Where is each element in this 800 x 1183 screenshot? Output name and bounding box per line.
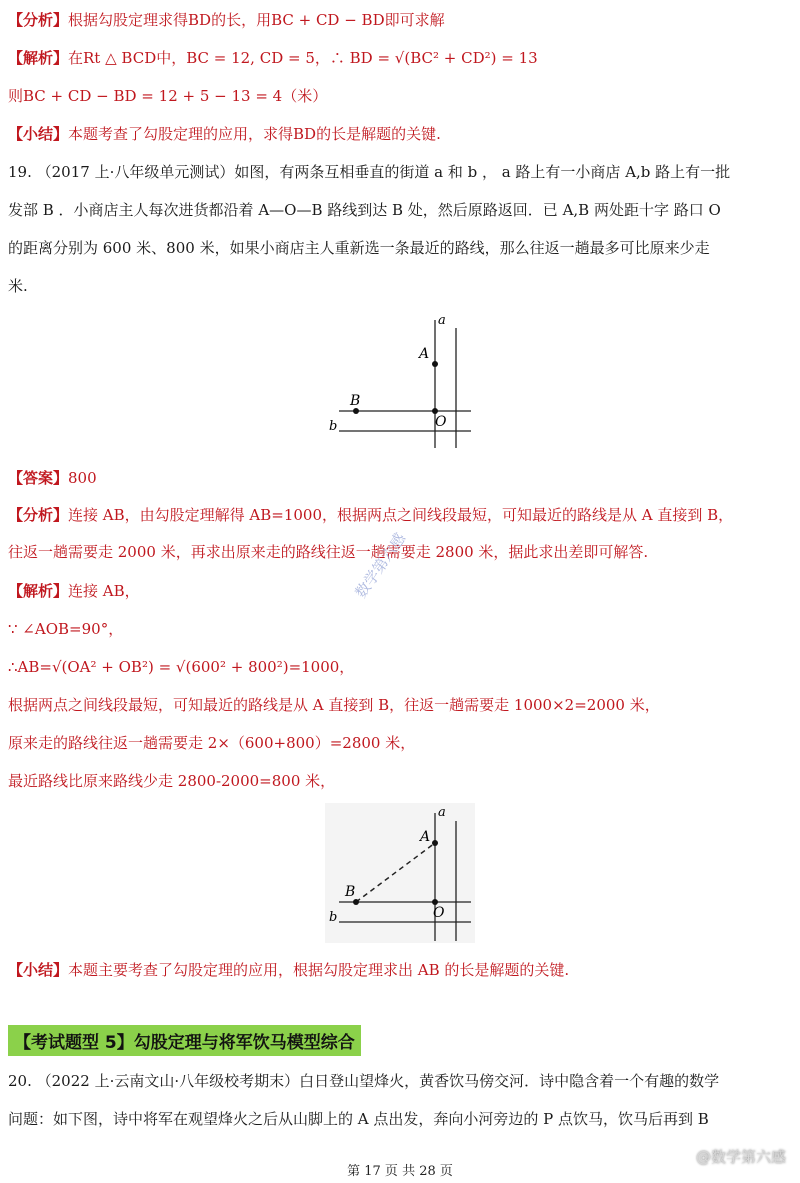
q19-line2: 发部 B ．小商店主人每次进货都沿着 A—O—B 路线到达 B 处，然后原路返回．已 A,B 两处距十字 路口 O [8,201,721,219]
brand-watermark: @数学第六感 [695,1148,786,1166]
label-B: B [350,393,361,409]
summary2-line [8,952,792,988]
solution2-step5: 最近路线比原来路线少走 2800-2000=800 米， [8,772,336,790]
label-B: B [345,884,356,900]
label-O: O [435,414,447,430]
answer-value: 800 [68,469,97,487]
label-b: b [329,419,338,434]
solution-text: 在Rt △ BCD中，BC = 12, CD = 5，∴ BD = √(BC² + CD²) = 13 [68,49,538,67]
solution2-text: 连接 AB， [68,582,140,600]
label-a: a [438,313,446,328]
solution-tag: 【解析】 [8,49,69,67]
watermark-text: 数学第六感 [351,529,410,602]
analysis2-text: 连接 AB，由勾股定理解得 AB=1000，根据两点之间线段最短，可知最近的路线是从 A 直接到 B， [68,506,734,524]
summary-text: 本题考查了勾股定理的应用，求得BD的长是解题的关键. [68,125,441,143]
solution2-step3: 根据两点之间线段最短，可知最近的路线是从 A 直接到 B，往返一趟需要走 1000×2=2000 米， [8,696,660,714]
label-O: O [433,905,445,921]
analysis-tag: 【分析】 [8,11,69,29]
analysis2-line2: 往返一趟需要走 2000 米，再求出原来走的路线往返一趟需要走 2800 米，据此求出差即可解答. [8,543,649,561]
q20-line2: 问题：如下图，诗中将军在观望烽火之后从山脚上的 A 点出发，奔向小河旁边的 P 点饮马，饮马后再到 B [8,1110,709,1128]
label-a: a [438,805,446,820]
answer-line [8,460,792,496]
summary-tag: 【小结】 [8,125,69,143]
section-title: 【考试题型 5】勾股定理与将军饮马模型综合 [8,1025,361,1056]
q19-line1: 19. （2017 上·八年级单元测试）如图，有两条互相垂直的街道 a 和 b ， a 路上有一小商店 A,b 路上有一批 [8,163,731,181]
q19-line3: 的距离分别为 600 米、800 米，如果小商店主人重新选一条最近的路线，那么往返一趟最多可比原来少走 [8,239,710,257]
q20-line1: 20. （2022 上·云南文山·八年级校考期末）白日登山望烽火，黄香饮马傍交河．诗中隐含着一个有趣的数学 [8,1072,720,1090]
analysis-line [8,2,792,38]
figure-streets-1 [325,310,475,450]
solution2-line [8,573,792,609]
figure-streets-2 [325,803,475,943]
solution2-step4: 原来走的路线往返一趟需要走 2×（600+800）=2800 米， [8,734,416,752]
label-A: A [420,829,431,845]
summary-line [8,116,792,152]
summary2-tag: 【小结】 [8,961,69,979]
summary2-text: 本题主要考查了勾股定理的应用，根据勾股定理求出 AB 的长是解题的关键. [68,961,570,979]
solution-line [8,40,792,76]
label-b: b [329,910,338,925]
answer-tag: 【答案】 [8,469,69,487]
solution-result: 则BC + CD − BD = 12 + 5 − 13 = 4（米） [8,87,328,105]
page-footer: 第 17 页 共 28 页 [347,1164,453,1179]
solution2-tag: 【解析】 [8,582,69,600]
solution2-step2: ∴AB=√(OA² + OB²) = √(600² + 800²)=1000， [8,658,355,676]
q19-line4: 米. [8,277,28,295]
solution2-step1: ∵ ∠AOB=90°， [8,620,124,638]
analysis-text: 根据勾股定理求得BD的长，用BC + CD − BD即可求解 [68,11,445,29]
analysis2-tag: 【分析】 [8,506,69,524]
label-A: A [419,346,430,362]
analysis2-line1 [8,497,792,533]
